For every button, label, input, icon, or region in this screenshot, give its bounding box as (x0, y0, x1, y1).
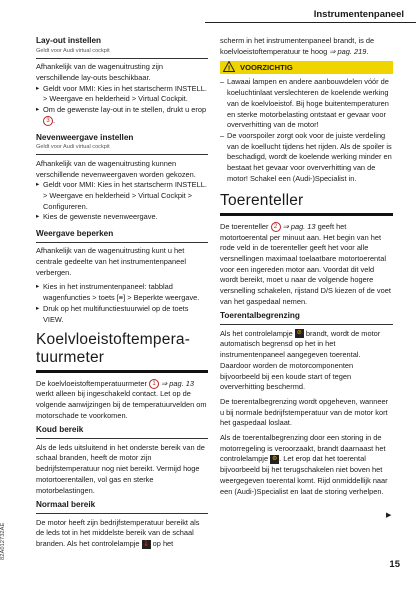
divider (36, 242, 208, 243)
caution-body (220, 74, 393, 184)
callout-2-icon: 2 (271, 222, 281, 232)
header-rule (205, 22, 416, 23)
caution-box (220, 61, 393, 184)
right-column (220, 36, 393, 497)
beperken-step-2: ▸ Druk op het multifunctiestuurwiel op de toets VIEW. (36, 304, 208, 325)
beperken-paragraph: Afhankelijk van de wagenuitrusting kunt u het centrale gedeelte van het instrumentenpaneel verbergen. (36, 246, 186, 277)
section-rule (220, 213, 393, 215)
beperken-heading: Weergave beperken (36, 229, 114, 239)
layout-heading: Lay-out instellen (36, 36, 102, 45)
divider (36, 438, 208, 439)
caution-item: – Lawaai lampen en andere aanbouwdelen vóór de koeluchtinlaat verslechteren de koelende werking van de koelvloeistof. Bij hoge buitentemperaturen en sterke motorbelasting ontstaat er gevaar voor oververhitting van de motor! (220, 77, 393, 131)
layout-step-2: ▸ Om de gewenste lay-out in te stellen, drukt u erop 3 . (36, 105, 208, 126)
beperken-step-1: ▸ Kies in het instrumentenpaneel: tabblad wagenfuncties > toets [≡] > Beperkte weergave. (36, 282, 208, 303)
begrenzing-paragraph-3: Als de toerentalbegrenzing door een storing in de motorregeling is veroorzaakt, brandt daarnaast het controlelampje ⚙ . Let erop dat het toerental bijvoorbeeld bij het terugschakelen niet boven het weergegeven toerental komt. Rijd onmiddellijk naar een (Audi-)Specialist en laat de storing verhelpen. (220, 433, 388, 496)
normaal-heading: Normaal bereik (36, 500, 96, 510)
koud-paragraph: Als de leds uitsluitend in het onderste bereik van de schaal branden, heeft de motor zijn bedrijfstemperatuur nog niet bereikt. Vermijd hoge motortoerentallen, vol gas en sterke motorbelastingen. (36, 442, 205, 495)
begrenzing-heading: Toerentalbegrenzing (220, 311, 300, 321)
page-reference: ⇒ pag. 13 (161, 378, 194, 388)
nevenweergave-paragraph: Afhankelijk van de wagenuitrusting kunnen verschillende nevenweergaven worden gekozen. (36, 158, 196, 179)
nevenweergave-step-1: ▸ Geldt voor MMI: Kies in het startscherm INSTELL. > Weergave en helderheid > Virtual Cockpit > Configureren. (36, 180, 208, 212)
toerenteller-title: Toerenteller (220, 192, 304, 210)
caution-title: VOORZICHTIG (240, 63, 293, 73)
layout-paragraph: Afhankelijk van de wagenuitrusting zijn verschillende lay-outs beschikbaar. (36, 62, 163, 82)
begrenzing-paragraph-2: De toerentalbegrenzing wordt opgeheven, wanneer u bij normale bedrijfstemperatuur van de motor kort het gaspedaal loslaat. (220, 396, 389, 428)
begrenzing-paragraph-1: Als het controlelampje ⊘ brandt, wordt de motor automatisch begrensd op het in het instrumentenpaneel aangegeven toerental. Daardoor worden de motorcomponenten bijvoorbeeld bij een koude start of tegen oververhitting beschermd. (220, 328, 381, 392)
callout-3-icon: 3 (43, 116, 53, 126)
continue-arrow-icon: ▶ (386, 512, 392, 519)
divider (36, 154, 208, 155)
caution-item: – De voorspoiler zorgt ook voor de juiste verdeling van de koellucht tijdens het rijden. Als de spoiler is beschadigd, wordt de koelende werking minder en bestaat het gevaar voor oververhitting van de motor! Schakel een (Audi-)Specialist in. (220, 131, 393, 185)
divider (36, 58, 208, 59)
engine-fault-lamp-icon: ⚙ (271, 456, 278, 463)
layout-subtitle: Geldt voor Audi virtual cockpit (36, 47, 110, 54)
page-reference: ⇒ pag. 219 (329, 46, 367, 56)
koelvloeistof-title: Koelvloeistoftempera- tuurmeter (36, 331, 191, 367)
layout-steps (36, 84, 208, 127)
left-column (36, 36, 208, 550)
divider (36, 513, 208, 514)
rpm-limit-lamp-icon: ⊘ (296, 330, 302, 337)
nevenweergave-step-2: ▸ Kies de gewenste nevenweergave. (36, 212, 208, 223)
running-header: Instrumentenpaneel (313, 9, 404, 20)
layout-step-1: ▸ Geldt voor MMI: Kies in het startscherm INSTELL. > Weergave en helderheid > Virtual Cockpit. (36, 84, 208, 105)
nevenweergave-heading: Nevenweergave instellen (36, 132, 134, 142)
koelvloeistof-paragraph: De koelvloeistoftemperatuurmeter 1 ⇒ pag. 13 werkt alleen bij ingeschakeld contact. Let op de volgende aanwijzingen bij de temperatuurvelden om motorschade te voorkomen. (36, 378, 207, 420)
normaal-paragraph: De motor heeft zijn bedrijfstemperatuur bereikt als de leds tot in het middelste bereik van de schaal branden. Als het controlelampje 🌡 op het (36, 517, 200, 548)
page-number: 15 (389, 559, 400, 570)
callout-1-icon: 1 (149, 379, 159, 389)
beperken-steps (36, 282, 208, 325)
document-code: 82A012732AE (0, 522, 6, 560)
caution-header (220, 61, 393, 74)
divider (220, 324, 393, 325)
svg-text:!: ! (227, 65, 231, 73)
koud-heading: Koud bereik (36, 425, 84, 435)
coolant-continued-paragraph: scherm in het instrumentenpaneel brandt, is de koelvloeistoftemperatuur te hoog ⇒ pag. 219. (220, 36, 375, 56)
section-rule (36, 370, 208, 372)
coolant-warning-icon: 🌡 (142, 540, 150, 547)
page-reference: ⇒ pag. 13 (282, 221, 316, 231)
warning-icon (223, 61, 235, 76)
nevenweergave-subtitle: Geldt voor Audi virtual cockpit (36, 144, 110, 151)
nevenweergave-steps (36, 180, 208, 223)
toerenteller-paragraph: De toerenteller 2 ⇒ pag. 13 geeft het motortoerental per minuut aan. Het begin van het rode veld in de toerenteller geeft het voor alle versnellingen maximaal toelaatbare motortoerental voor een ingereden motor aan. Voordat dit veld wordt bereikt, moet u naar de volgende hogere versnelling schakelen, rijstand D/S kiezen of de voet van het gaspedaal nemen. (220, 221, 391, 306)
